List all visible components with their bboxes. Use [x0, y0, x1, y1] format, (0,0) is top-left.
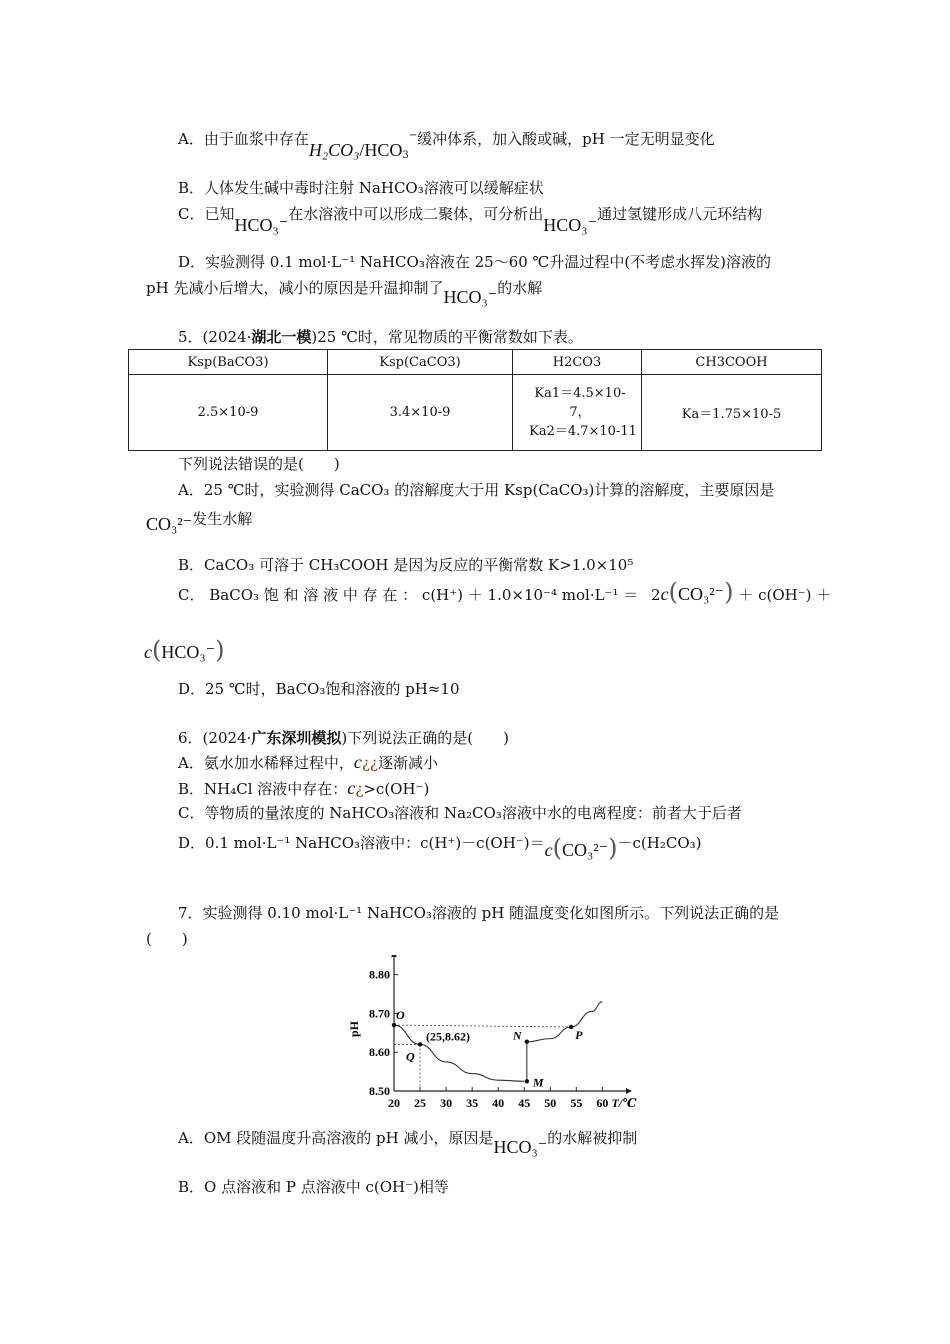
- co3-formula: CO₃²⁻: [561, 840, 609, 860]
- x-tick-label: 60: [596, 1096, 609, 1110]
- point-label-o: O: [396, 1008, 405, 1023]
- x-tick-label: 45: [518, 1096, 531, 1110]
- table-header-ch3cooh: CH3COOH: [642, 350, 822, 375]
- q7-stem-line2: ( ): [146, 930, 188, 948]
- hco3-formula: HCO₃⁻: [493, 1137, 548, 1157]
- q4-option-a: A．由于血浆中存在H₂CO₃/$HCO_3^-$缓冲体系，加入酸或碱，pH 一定无明显变化: [178, 130, 715, 161]
- x-axis-label: T/℃: [611, 1096, 637, 1110]
- q5-option-a-line2: CO₃²⁻发生水解: [146, 510, 253, 534]
- y-axis-label: pH: [347, 1020, 361, 1038]
- q5-option-c-line2: c(HCO₃⁻): [144, 636, 225, 664]
- q6-option-d: D．0.1 mol·L⁻¹ NaHCO₃溶液中：c(H⁺)－c(OH⁻)＝c(CO₃²⁻)－c(H₂CO₃): [178, 834, 702, 862]
- q7-option-a: A．OM 段随温度升高溶液的 pH 减小，原因是HCO₃⁻的水解被抑制: [178, 1129, 638, 1157]
- h2co3-formula: H₂CO₃: [308, 140, 360, 160]
- x-tick-label: 30: [440, 1096, 453, 1110]
- q5-option-d: D．25 ℃时，BaCO₃饱和溶液的 pH≈10: [178, 680, 460, 698]
- ph-temperature-chart: [338, 955, 648, 1115]
- data-point-q: [418, 1042, 422, 1046]
- hco3-formula: HCO₃⁻: [161, 642, 216, 662]
- co3-formula: CO₃²⁻: [677, 584, 725, 604]
- data-point-n: [525, 1040, 529, 1044]
- hco3-formula: /HCO: [359, 140, 403, 160]
- q4-option-d-line2: pH 先减小后增大，减小的原因是升温抑制了HCO₃⁻的水解: [146, 279, 543, 307]
- q4-option-b: B．人体发生碱中毒时注射 NaHCO₃溶液可以缓解症状: [178, 179, 544, 197]
- x-axis-arrow: [626, 1088, 632, 1094]
- q5-option-a-line1: A．25 ℃时，实验测得 CaCO₃ 的溶解度大于用 Ksp(CaCO₃)计算的溶解度，主要原因是: [178, 481, 775, 499]
- y-tick-label: 8.60: [369, 1045, 390, 1060]
- point-annotation-q: (25,8.62): [426, 1029, 471, 1044]
- q6-option-a: A．氨水加水稀释过程中，c¿¿逐渐减小: [178, 752, 438, 772]
- q6-source: 广东深圳模拟: [251, 729, 342, 747]
- x-tick-label: 40: [492, 1096, 505, 1110]
- q5-stem: 5．(2024·湖北一模)25 ℃时，常见物质的平衡常数如下表。: [178, 328, 583, 346]
- data-point-m: [525, 1079, 529, 1083]
- point-label-p: P: [575, 1028, 583, 1042]
- y-axis-arrow: [391, 955, 397, 957]
- y-tick-label: 8.50: [369, 1084, 390, 1098]
- series-line-np: [527, 1002, 603, 1042]
- q7-option-b: B．O 点溶液和 P 点溶液中 c(OH⁻)相等: [178, 1178, 449, 1196]
- q6-option-b: B．NH₄Cl 溶液中存在：c¿>c(OH⁻): [178, 778, 430, 798]
- x-tick-label: 50: [544, 1096, 557, 1110]
- y-tick-label: 8.70: [369, 1006, 390, 1021]
- q5-option-c-line1: C． BaCO₃ 饱 和 溶 液 中 存 在 ： c(H⁺) ＋ 1.0×10⁻⁴ mol·L⁻¹ ＝ 2c(CO₃²⁻) ＋ c(OH⁻) ＋: [178, 578, 832, 606]
- x-tick-label: 35: [466, 1096, 479, 1110]
- point-label-n: N: [512, 1028, 522, 1043]
- q6-option-c: C．等物质的量浓度的 NaHCO₃溶液和 Na₂CO₃溶液中水的电离程度：前者大于后者: [178, 804, 742, 822]
- point-label-q: Q: [406, 1049, 415, 1064]
- point-label-m: M: [532, 1075, 544, 1090]
- q5-option-b: B．CaCO₃ 可溶于 CH₃COOH 是因为反应的平衡常数 K>1.0×10⁵: [178, 556, 634, 574]
- dashed-guide-op: [394, 1025, 571, 1027]
- table-header-ksp-baco3: Ksp(BaCO3): [129, 350, 328, 375]
- table-cell-h2co3-ka: Ka1＝4.5×10-7， Ka2＝4.7×10-11: [513, 375, 642, 451]
- q4-option-d-line1: D．实验测得 0.1 mol·L⁻¹ NaHCO₃溶液在 25～60 ℃升温过程中(不考虑水挥发)溶液的: [178, 253, 772, 271]
- hco3-formula: HCO₃⁻: [543, 215, 598, 235]
- hco3-formula: HCO₃⁻: [443, 287, 498, 307]
- data-point-o: [392, 1023, 396, 1027]
- q4-option-c: C．已知HCO₃⁻在水溶液中可以形成二聚体，可分析出HCO₃⁻通过氢键形成八元环结构: [178, 205, 763, 235]
- x-tick-label: 25: [414, 1096, 427, 1110]
- missing-glyph: ¿¿: [361, 754, 378, 772]
- table-cell-ksp-caco3: 3.4×10-9: [328, 375, 513, 451]
- data-point-p: [569, 1025, 573, 1029]
- q6-stem: 6．(2024·广东深圳模拟)下列说法正确的是( ): [178, 729, 509, 747]
- y-tick-label: 8.80: [369, 967, 390, 982]
- hco3-formula: HCO₃⁻: [234, 215, 289, 235]
- equilibrium-constant-table: [128, 349, 822, 451]
- table-cell-ksp-baco3: 2.5×10-9: [129, 375, 328, 451]
- x-tick-label: 55: [570, 1096, 583, 1110]
- table-cell-ch3cooh-ka: Ka＝1.75×10-5: [642, 375, 822, 451]
- missing-glyph: ¿: [355, 780, 364, 798]
- q5-ask: 下列说法错误的是( ): [178, 455, 340, 473]
- table-header-ksp-caco3: Ksp(CaCO3): [328, 350, 513, 375]
- table-header-h2co3: H2CO3: [513, 350, 642, 375]
- co3-formula: CO₃²⁻: [146, 514, 193, 534]
- q5-source: 湖北一模: [251, 328, 312, 346]
- q7-stem-line1: 7．实验测得 0.10 mol·L⁻¹ NaHCO₃溶液的 pH 随温度变化如图所示。下列说法正确的是: [178, 904, 780, 922]
- x-tick-label: 20: [388, 1096, 400, 1110]
